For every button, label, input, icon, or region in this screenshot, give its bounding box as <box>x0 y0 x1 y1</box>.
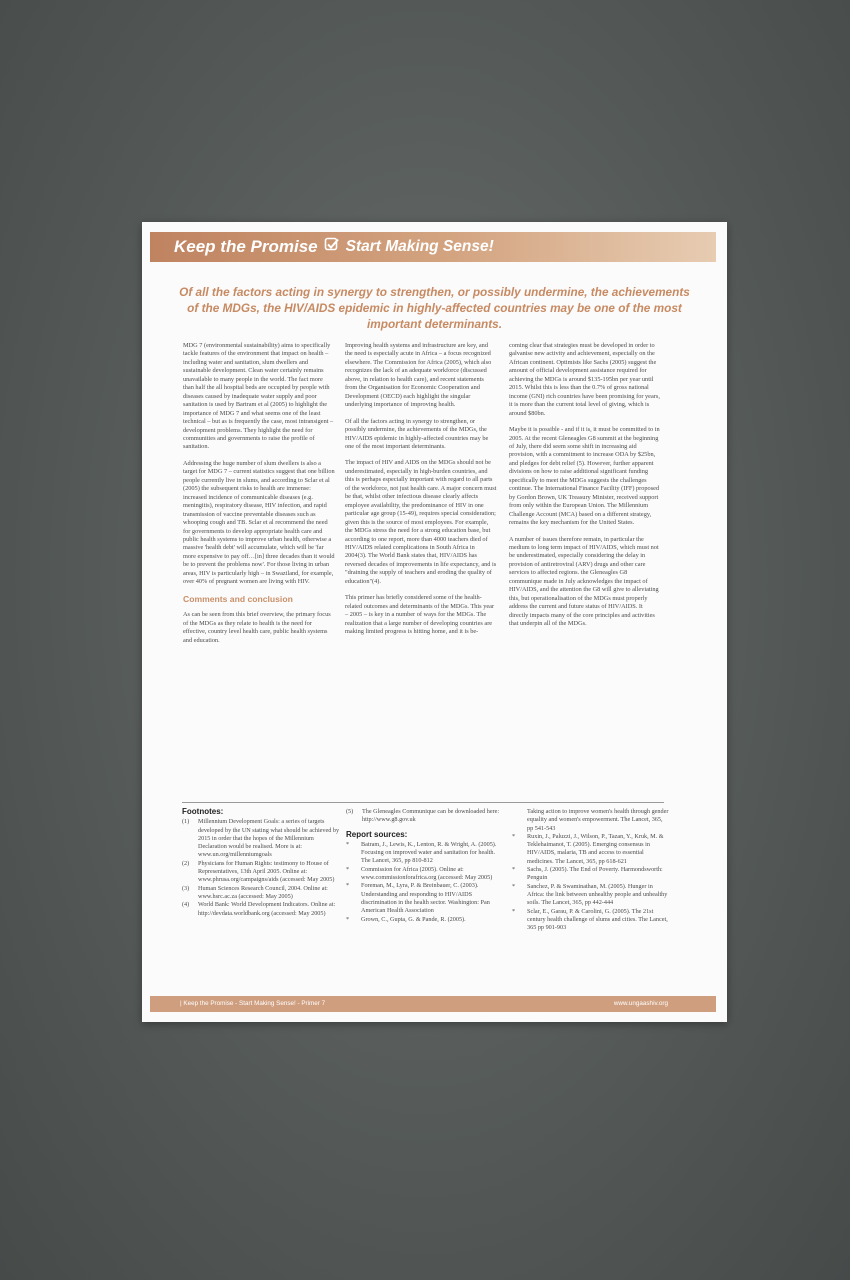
paragraph: Maybe it is possible - and if it is, it must be committed to in 2005. At the recent Gleneagles G8 summit at the beginning of July, there did seem some shift in increasing aid provision, with a commitment to increase ODA by $25bn, and pledges for debt relief (5). However, further apparent divisions on how to raise additional significant funding specifically to meet the MDGs suggests the challenges continue. The International Finance Facility (IFF) proposed by Gordon Brown, UK Treasury Minister, received support from only within the European Union. The Millennium Challenge Account (MCA) based on a different strategy, remains the key mechanism for the United States. <box>509 426 660 527</box>
report-sources-heading: Report sources: <box>346 829 408 839</box>
paragraph: A number of issues therefore remain, in particular the medium to long term impact of HIV/AIDS, which must not be underestimated, especially considering the delay in provision of antiretroviral (ARV) drugs and other care services to affected regions. the Gleneagles G8 communique made in July acknowledges the impact of HIV/AIDS, and the attention the G8 will give to alleviating this, but operationalisation of the MDGs must properly address the current and future status of HIV/AIDS. It directly impacts many of the core principles and activities that underpin all of the MDGs. <box>509 535 659 628</box>
footnote-item <box>182 860 340 885</box>
reference-item <box>512 908 670 933</box>
divider <box>182 802 664 803</box>
bullet-icon: * <box>512 907 516 915</box>
reference-item <box>346 916 504 924</box>
report-sources-column-continued <box>512 808 670 932</box>
paragraph: MDG 7 (environmental sustainability) aims to specifically tackle features of the environment that impact on health – including water and sanitation, slum dwellers and sustainable development. Clean water certainly remains unavailable to many people in the world. The fact more than half the all hospital beds are occupied by people with diseases caused by inadequate water supply and poor sanitation is used by Bartram et al (2005) to highlight the importance of MDG 7 and what seems one of the least technical – but as is frequently the case, most intransigent – development problems. They highlight the need for communities and governments to raise the profile of sanitation. <box>183 342 334 451</box>
footer-url: www.ungaashiv.org <box>613 1000 668 1007</box>
text-column-3 <box>509 342 661 637</box>
paragraph: Improving health systems and infrastructure are key, and the need is especially acute in Africa – a focus recognized elsewhere. The Commission for Africa (2005), which also recognizes the lack of an adequate workforce (discussed above, in relation to health care), and recent statements from the Organisation for Economic Cooperation and Development (OECD) each highlight the singular underlying importance of improving health. <box>345 342 492 409</box>
bullet-icon: * <box>512 832 516 840</box>
reference-text: Sachs, J. (2005). The End of Poverty. Harmondsworth: Penguin <box>527 866 663 882</box>
footnote-number: (5) <box>346 808 354 815</box>
reference-text: Grown, C., Gupta, G. & Pande, R. (2005). <box>361 915 466 923</box>
footnotes-heading: Footnotes: <box>182 807 224 816</box>
text-column-2 <box>345 342 497 645</box>
footnote-number: (3) <box>182 884 190 892</box>
footnote-number: (2) <box>182 859 190 867</box>
footnote-item <box>182 901 340 918</box>
footnote-number: (4) <box>182 901 190 909</box>
header-title-b: Start Making Sense! <box>345 238 494 255</box>
footnote-text: Human Sciences Research Council, 2004. Online at: www.hsrc.ac.za (accessed: May 2005) <box>198 884 328 900</box>
reference-item <box>512 866 670 883</box>
header-band <box>150 232 716 262</box>
footnote-item <box>182 818 340 859</box>
intro-pullquote: Of all the factors acting in synergy to strengthen, or possibly undermine, the achievements of the MDGs, the HIV/AIDS epidemic in highly-affected countries may be one of the most important determinants. <box>179 285 690 331</box>
footnote-item <box>182 885 340 902</box>
bullet-icon: * <box>346 840 350 848</box>
text-column-1 <box>183 342 335 653</box>
reference-text: Commission for Africa (2005). Online at: www.commissionforafrica.org (accessed: May 2005) <box>361 865 493 882</box>
footnote-number: (1) <box>182 818 190 826</box>
header-title <box>174 235 494 259</box>
reference-text: Batram, J., Lewis, K., Lenton, R. & Wright, A. (2005). Focusing on improved water and sanitation for health. The Lancet, 365, pp 810-812 <box>361 840 497 865</box>
footnote-text: The Gleneagles Communique can be downloaded here: http://www.g8.gov.uk <box>362 808 500 824</box>
paragraph: The impact of HIV and AIDS on the MDGs should not be underestimated, especially in high-burden countries, and this is perhaps especially important with regard to all parts of the workforce, not just health care. A major concern must be that, whilst other infectious disease clearly affects employee availability, the predominance of HIV in one particular age group (15-49), requires special consideration; given this is the source of most employees. For example, the MDGs stress the need for a strong education base, but according to one report, more than 4000 teachers died of HIV/AIDS related complications in South Africa in 2004(3). The World Bank states that, HIV/AIDS has reversed decades of improvements in life expectancy, and is "draining the supply of teachers and eroding the quality of education"(4). <box>345 459 497 585</box>
footer-band <box>150 996 716 1012</box>
reference-text: Foreman, M., Lyra, P. & Breinbauer, C. (2003). Understanding and responding to HIV/AIDS discrimination in the health sector. Washington: Pan American Health Association <box>361 882 490 915</box>
footnotes-column <box>182 808 340 918</box>
reference-item <box>346 882 504 915</box>
bullet-icon: * <box>346 865 350 873</box>
paragraph: coming clear that strategies must be developed in order to galvanise new activity and achievement, especially on the African continent. Optimists like Sachs (2005) suggest the amount of official development assistance required for achieving the MDGs is around $135-195bn per year until 2015. Whilst this is less than the 0.7% of gross national income (GNI) rich countries have been promising for years, it is more than the current total level of giving, which is around $80bn. <box>509 342 660 417</box>
reference-item <box>512 833 670 866</box>
footnote-text: Millennium Development Goals: a series of targets developed by the UN stating what should be achieved by 2015 in order that the hopes of the Millennium Declaration would be realised. More is at: www.un.org/millenniumgoals <box>198 818 340 859</box>
header-title-a: Keep the Promise <box>174 237 318 256</box>
bullet-icon: * <box>512 882 516 890</box>
footer-title: | Keep the Promise - Start Making Sense! - Primer 7 <box>180 1000 326 1007</box>
footnote-text: Physicians for Human Rights: testimony to House of Representatives, 13th April 2005. Online at: www.phrusa.org/campaigns/aids (accessed: May 2005) <box>198 859 335 884</box>
footnote-text: World Bank: World Development Indicators. Online at: http://devdata.worldbank.org (accessed: May 2005) <box>198 901 336 917</box>
section-heading: Comments and conclusion <box>183 593 293 604</box>
report-sources-column <box>346 808 504 924</box>
reference-item <box>346 866 504 883</box>
reference-item <box>512 883 670 908</box>
paragraph: Addressing the huge number of slum dwellers is also a target for MDG 7 – current statistics suggest that one billion people currently live in slums, and according to Sclar et al (2005) the subsequent risks to health are immense: increased incidence of communicable diseases (e.g. meningitis), respiratory disease, HIV infection, and rapid transmission of vaccine preventable diseases such as whooping cough and TB. Sclar et al recommend the need for governments to develop appropriate health care and public health systems to improve urban health, otherwise a massive 'health debt' will accumulate, which will be 'far more expensive to pay off…[in] three decades than it would be to prevent the problems now'. For those living in urban areas, HIV is particularly high – in Swaziland, for example, over 40% of pregnant women are living with HIV. <box>183 459 335 586</box>
document-page <box>142 222 727 1022</box>
reference-text: Sanchez, P. & Swaminathan, M. (2005). Hunger in Africa: the link between unhealthy people and unhealthy soils. The Lancet, 365, pp 442-444 <box>527 882 668 907</box>
reference-text: Ruxin, J., Paluzzi, J., Wilson, P., Tazan, Y., Kruk, M. & Teklehaimanot, T. (2005). Emerging consensus in HIV/AIDS, malaria, TB and access to essential medicines. The Lancet, 365, pp 618-621 <box>527 832 664 865</box>
bullet-icon: * <box>346 915 350 923</box>
paragraph: This primer has briefly considered some of the health-related outcomes and determinants of the MDGs. This year – 2005 – is key in a number of ways for the MDGs. The realization that a large number of developing countries are making limited progress is hitting home, and it is be- <box>345 594 495 636</box>
paragraph: Of all the factors acting in synergy to strengthen, or possibly undermine, the achievements of the MDGs, the HIV/AIDS epidemic in highly-affected countries may be one of the most important determinants. <box>345 417 489 450</box>
bullet-icon: * <box>346 882 350 890</box>
checkmark-hand-icon <box>324 237 340 258</box>
paragraph: As can be seen from this brief overview, the primary focus of the MDGs as they relate to health is the need for effective, country level health care, public health systems and education. <box>183 611 331 644</box>
reference-continuation: Taking action to improve women's health through gender equality and women's empowerment. The Lancet, 365, pp 541-543 <box>527 808 669 832</box>
footnote-item <box>346 808 504 825</box>
bullet-icon: * <box>512 866 516 874</box>
reference-text: Sclar, E., Garau, P. & Carolini, G. (2005). The 21st century health challenge of slums and cities. The Lancet, 365 pp 901-903 <box>527 907 668 932</box>
reference-item <box>346 841 504 866</box>
